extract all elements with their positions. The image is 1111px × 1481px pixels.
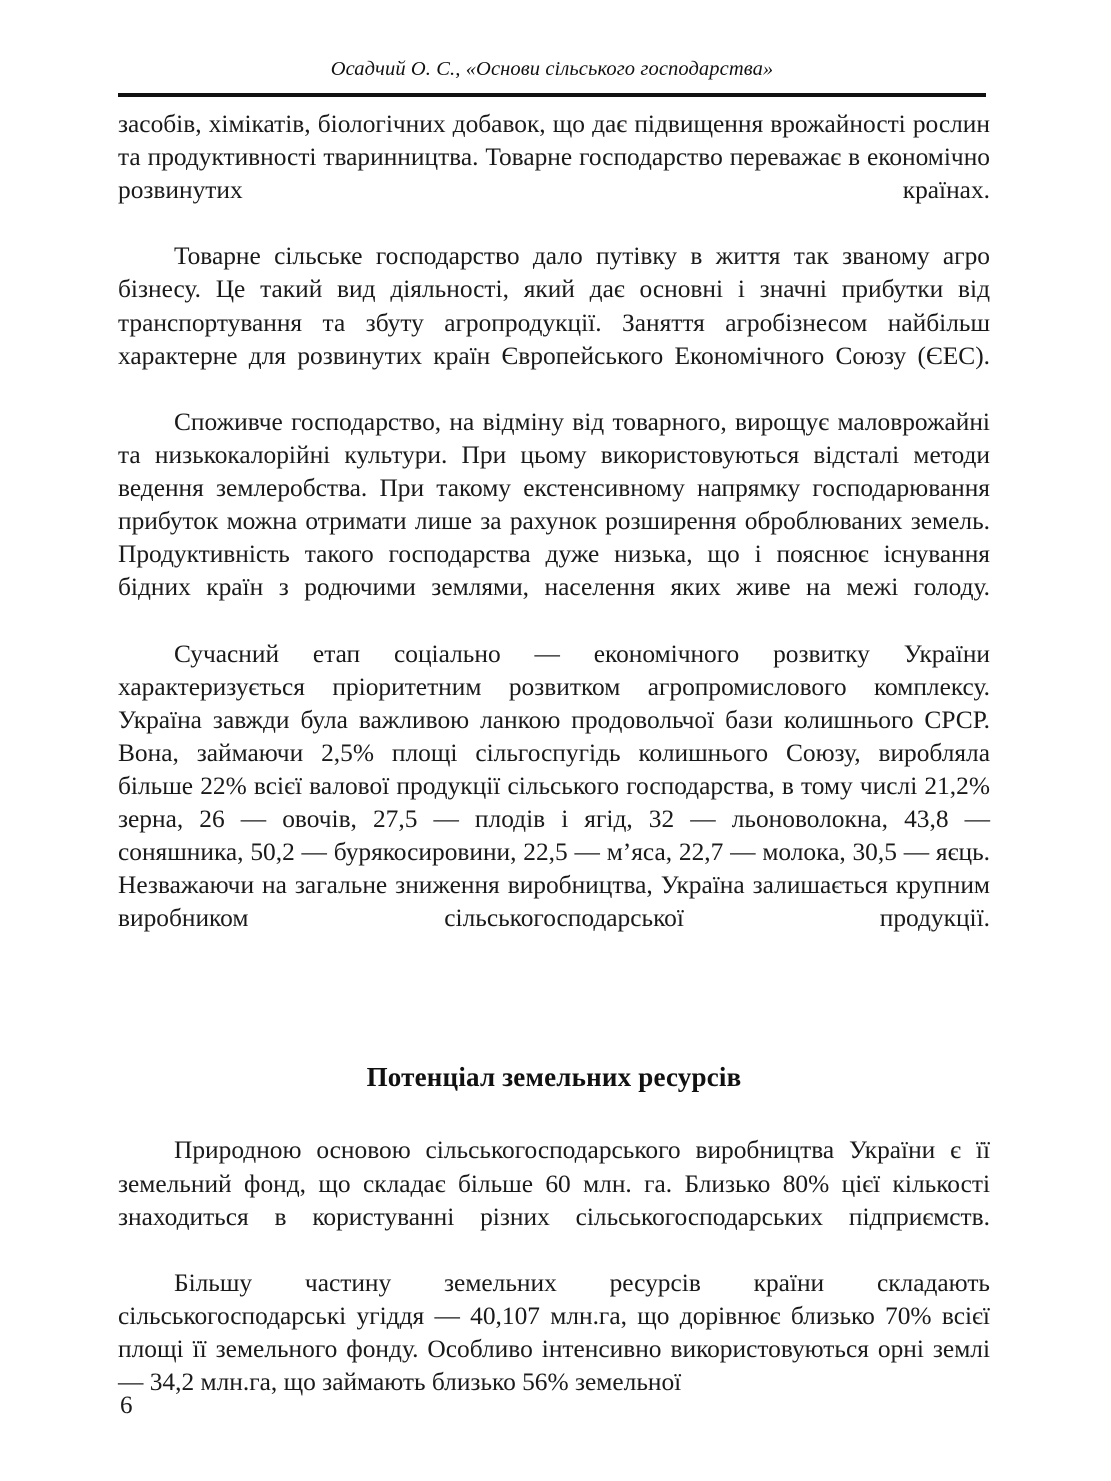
paragraph: Товарне сільське господарство дало путівку в життя так званому агро бізнесу. Це такий вид діяльності, який дає основні і значні прибутки від транспортування та збуту агропродукції. Заняття агробізнесом найбільш характерне для розвинутих країн Європейського Економічного Союзу (ЄЕС). [118, 242, 990, 370]
page-number: 6 [120, 1392, 133, 1419]
paragraph: Природною основою сільськогосподарського виробництва України є її земельний фонд, що складає більше 60 млн. га. Близько 80% цієї кількості знаходиться в користуванні різних сільськогосподарських підприємств. [118, 1136, 990, 1231]
section-heading: Потенціал земельних ресурсів [366, 1062, 742, 1093]
running-head: Осадчий О. С., «Основи сільського господарства» [330, 58, 774, 80]
paragraph: Сучасний етап соціально — економічного розвитку України характеризується пріоритетним розвитком агропромислового комплексу. Україна завжди була важливою ланкою продовольчої бази колишнього СРСР. Вона, займаючи 2,5% площі сільгоспугідь колишнього Союзу, виробляла більше 22% всієї валової продукції сільського господарства, в тому числі 21,2% зерна, 26 — овочів, 27,5 — плодів і ягід, 32 — льоноволокна, 43,8 — соняшника, 50,2 — бурякосировини, 22,5 — м’яса, 22,7 — молока, 30,5 — яєць. Незважаючи на загальне зниження виробництва, Україна залишається крупним виробником сільськогосподарської продукції. [118, 639, 990, 933]
paragraph: Споживче господарство, на відміну від товарного, вирощує маловрожайні та низькокалорійні культури. При цьому використовуються відсталі методи ведення землеробства. При такому екстенсивному напрямку господарювання прибуток можна отримати лише за рахунок розширення оброблюваних земель. Продуктивність такого господарства дуже низька, що і пояснює існування бідних країн з родючими землями, населення яких живе на межі голоду. [118, 407, 990, 602]
paragraph: Більшу частину земельних ресурсів країни складають сільськогосподарські угіддя — 40,107 млн.га, що дорівнює близько 70% всієї площі її земельного фонду. Особливо інтенсивно використовуються орні землі — 34,2 млн.га, що займають близько 56% земельної [118, 1268, 990, 1397]
vertical-spacer [118, 1094, 990, 1134]
text-column [118, 108, 990, 1399]
paragraph: засобів, хімікатів, біологічних добавок, що дає підвищення врожайності рослин та продуктивності тваринництва. Товарне господарство переважає в економічно розвинутих країнах. [118, 110, 990, 205]
vertical-spacer [118, 968, 990, 1060]
header-rule-divider [118, 93, 986, 97]
